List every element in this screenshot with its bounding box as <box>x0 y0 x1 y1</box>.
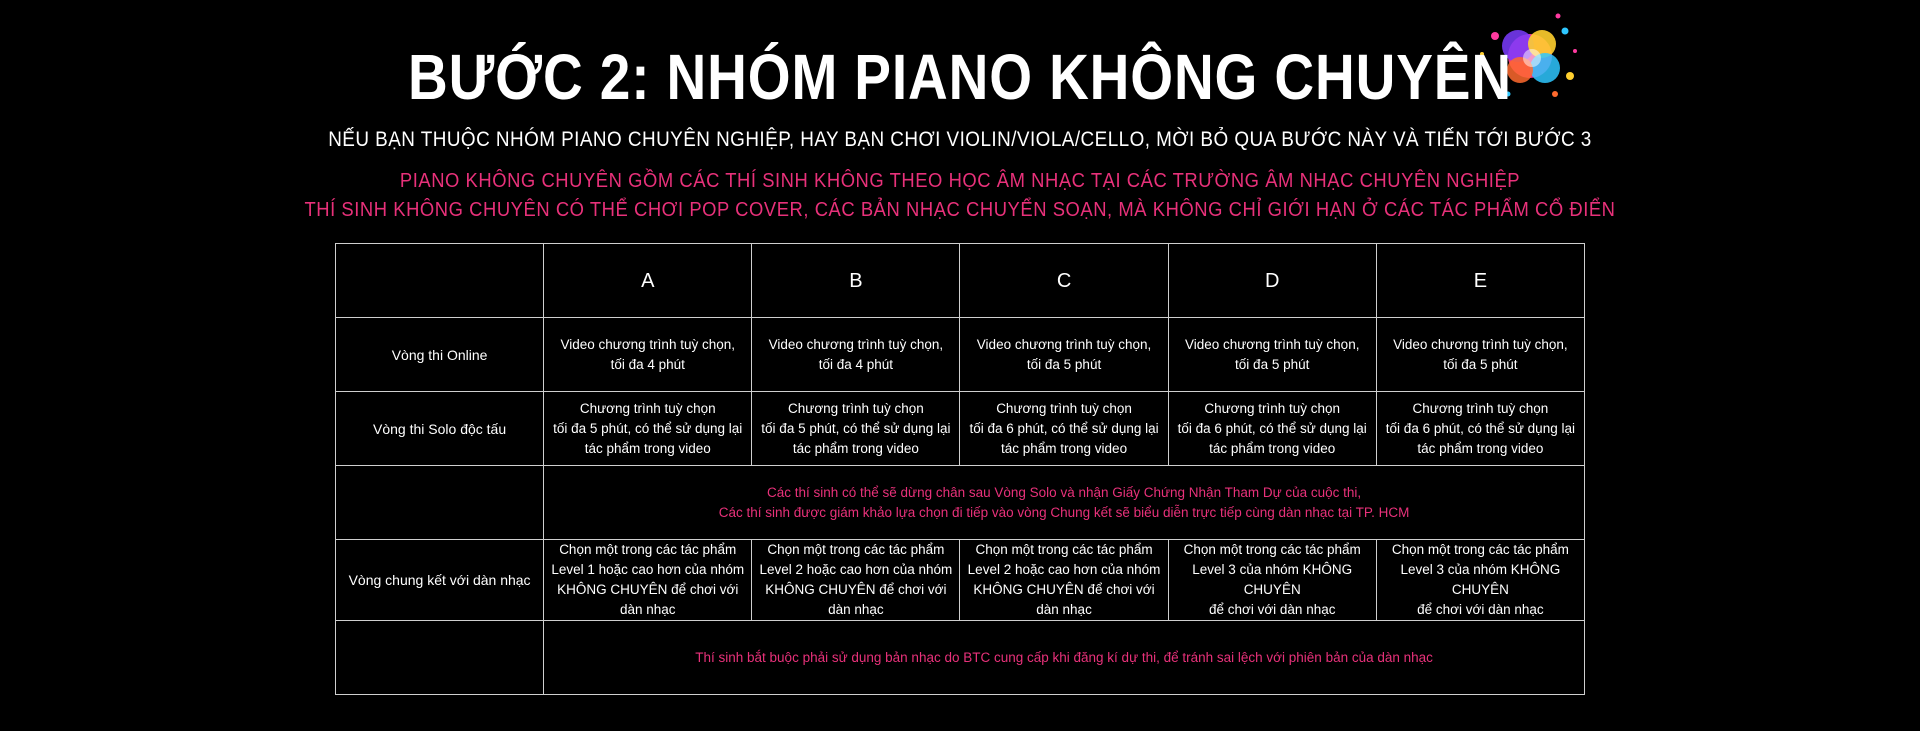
cell-solo-c: Chương trình tuỳ chọn tối đa 6 phút, có thể sử dụng lại tác phẩm trong video <box>960 392 1168 466</box>
solo-note-cell: Các thí sinh có thể sẽ dừng chân sau Vòng Solo và nhận Giấy Chứng Nhận Tham Dự của cuộc thi, Các thí sinh được giám khảo lựa chọn đi tiếp vào vòng Chung kết sẽ biểu diễn trực tiếp cùng dàn nhạc tại TP. HCM <box>544 466 1585 540</box>
definition-note-2: THÍ SINH KHÔNG CHUYÊN CÓ THỂ CHƠI POP COVER, CÁC BẢN NHẠC CHUYỂN SOẠN, MÀ KHÔNG CHỈ GIỚI HẠN Ở CÁC TÁC PHẨM CỔ ĐIỂN <box>304 199 1616 221</box>
cell-final-d: Chọn một trong các tác phẩm Level 3 của nhóm KHÔNG CHUYÊN để chơi với dàn nhạc <box>1168 540 1376 621</box>
row-label-empty-2 <box>336 621 544 695</box>
table-row-final-note <box>336 621 1585 695</box>
cell-online-d: Video chương trình tuỳ chọn, tối đa 5 phút <box>1168 318 1376 392</box>
column-header-b: B <box>752 244 960 318</box>
table-header-row <box>336 244 1585 318</box>
header-empty-cell <box>336 244 544 318</box>
cell-online-c: Video chương trình tuỳ chọn, tối đa 5 phút <box>960 318 1168 392</box>
cell-solo-a: Chương trình tuỳ chọn tối đa 5 phút, có thể sử dụng lại tác phẩm trong video <box>544 392 752 466</box>
row-label-solo: Vòng thi Solo độc tấu <box>336 392 544 466</box>
table-row-online <box>336 318 1585 392</box>
cell-online-a: Video chương trình tuỳ chọn, tối đa 4 phút <box>544 318 752 392</box>
table-row-solo <box>336 392 1585 466</box>
table-row-solo-note <box>336 466 1585 540</box>
cell-solo-e: Chương trình tuỳ chọn tối đa 6 phút, có thể sử dụng lại tác phẩm trong video <box>1376 392 1584 466</box>
cell-final-c: Chọn một trong các tác phẩm Level 2 hoặc cao hơn của nhóm KHÔNG CHUYÊN để chơi với dàn nhạc <box>960 540 1168 621</box>
cell-solo-d: Chương trình tuỳ chọn tối đa 6 phút, có thể sử dụng lại tác phẩm trong video <box>1168 392 1376 466</box>
definition-note-1: PIANO KHÔNG CHUYÊN GỒM CÁC THÍ SINH KHÔNG THEO HỌC ÂM NHẠC TẠI CÁC TRƯỜNG ÂM NHẠC CHUYÊN NGHIỆP <box>399 170 1521 192</box>
cell-final-b: Chọn một trong các tác phẩm Level 2 hoặc cao hơn của nhóm KHÔNG CHUYÊN để chơi với dàn nhạc <box>752 540 960 621</box>
column-header-e: E <box>1376 244 1584 318</box>
cell-final-e: Chọn một trong các tác phẩm Level 3 của nhóm KHÔNG CHUYÊN để chơi với dàn nhạc <box>1376 540 1584 621</box>
cell-online-e: Video chương trình tuỳ chọn, tối đa 5 phút <box>1376 318 1584 392</box>
page-subtitle: NẾU BẠN THUỘC NHÓM PIANO CHUYÊN NGHIỆP, HAY BẠN CHƠI VIOLIN/VIOLA/CELLO, MỜI BỎ QUA BƯỚC NÀY VÀ TIẾN TỚI BƯỚC 3 <box>328 128 1592 151</box>
column-header-d: D <box>1168 244 1376 318</box>
cell-online-b: Video chương trình tuỳ chọn, tối đa 4 phút <box>752 318 960 392</box>
cell-solo-b: Chương trình tuỳ chọn tối đa 5 phút, có thể sử dụng lại tác phẩm trong video <box>752 392 960 466</box>
row-label-final: Vòng chung kết với dàn nhạc <box>336 540 544 621</box>
column-header-a: A <box>544 244 752 318</box>
page-title: BƯỚC 2: NHÓM PIANO KHÔNG CHUYÊN <box>408 41 1512 113</box>
rules-table <box>335 243 1585 695</box>
cell-final-a: Chọn một trong các tác phẩm Level 1 hoặc cao hơn của nhóm KHÔNG CHUYÊN để chơi với dàn nhạc <box>544 540 752 621</box>
table-row-final <box>336 540 1585 621</box>
row-label-empty <box>336 466 544 540</box>
final-note-cell: Thí sinh bắt buộc phải sử dụng bản nhạc do BTC cung cấp khi đăng kí dự thi, để tránh sai lệch với phiên bản của dàn nhạc <box>544 621 1585 695</box>
row-label-online: Vòng thi Online <box>336 318 544 392</box>
column-header-c: C <box>960 244 1168 318</box>
